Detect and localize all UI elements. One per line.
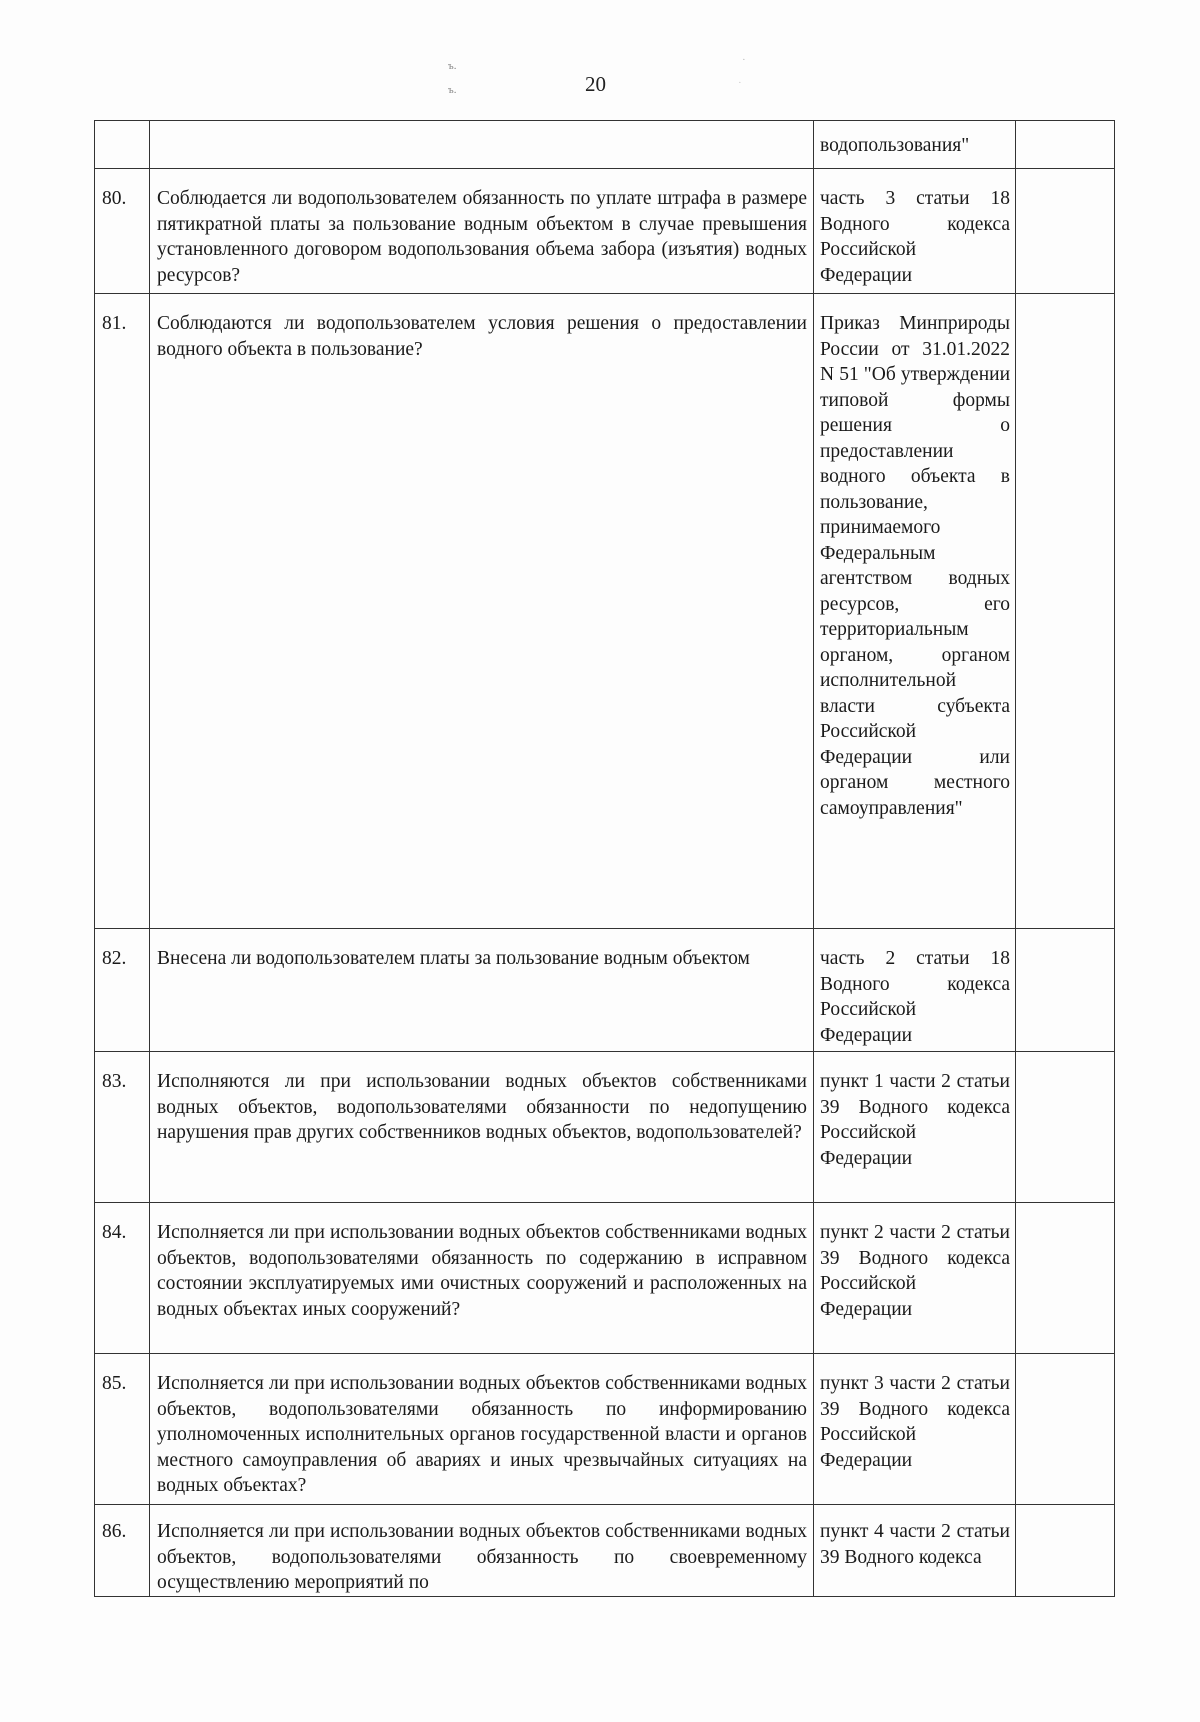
table-row bbox=[95, 929, 1115, 1052]
note-cell bbox=[1016, 1354, 1115, 1505]
scan-artifact: · bbox=[738, 77, 742, 89]
question-cell bbox=[150, 121, 814, 169]
reference-cell: пункт 2 части 2 статьи 39 Водного кодекса Российской Федерации bbox=[814, 1203, 1016, 1354]
note-cell bbox=[1016, 1203, 1115, 1354]
scan-artifact: ъ. bbox=[448, 60, 457, 72]
row-number-cell: 85. bbox=[95, 1354, 150, 1505]
question-cell: Исполняется ли при использовании водных объектов собственниками водных объектов, водопользователями обязанность по содержанию в исправном состоянии эксплуатируемых ими очистных сооружений и расположенных на водных объектах иных сооружений? bbox=[150, 1203, 814, 1354]
row-number-cell: 80. bbox=[95, 169, 150, 294]
note-cell bbox=[1016, 929, 1115, 1052]
table-row bbox=[95, 1505, 1115, 1597]
row-number-cell: 83. bbox=[95, 1052, 150, 1203]
reference-cell: пункт 1 части 2 статьи 39 Водного кодекса Российской Федерации bbox=[814, 1052, 1016, 1203]
table-row bbox=[95, 1203, 1115, 1354]
row-number-cell bbox=[95, 121, 150, 169]
row-number-cell: 81. bbox=[95, 294, 150, 929]
row-number-cell: 84. bbox=[95, 1203, 150, 1354]
table-row bbox=[95, 294, 1115, 929]
checklist-table bbox=[94, 120, 1115, 1597]
reference-cell: пункт 3 части 2 статьи 39 Водного кодекса Российской Федерации bbox=[814, 1354, 1016, 1505]
note-cell bbox=[1016, 1505, 1115, 1597]
note-cell bbox=[1016, 294, 1115, 929]
reference-cell: Приказ Минприроды России от 31.01.2022 N 51 "Об утверждении типовой формы решения о предоставлении водного объекта в пользование, принимаемого Федеральным агентством водных ресурсов, его территориальным органом, органом исполнительной власти субъекта Российской Федерации или органом местного самоуправления" bbox=[814, 294, 1016, 929]
question-cell: Исполняется ли при использовании водных объектов собственниками водных объектов, водопользователями обязанность по своевременному осуществлению мероприятий по bbox=[150, 1505, 814, 1597]
note-cell bbox=[1016, 169, 1115, 294]
question-cell: Внесена ли водопользователем платы за пользование водным объектом bbox=[150, 929, 814, 1052]
note-cell bbox=[1016, 121, 1115, 169]
table-row bbox=[95, 1354, 1115, 1505]
question-cell: Соблюдаются ли водопользователем условия решения о предоставлении водного объекта в пользование? bbox=[150, 294, 814, 929]
question-cell: Исполняется ли при использовании водных объектов собственниками водных объектов, водопользователями обязанность по информированию уполномоченных исполнительных органов государственной власти и органов местного самоуправления об авариях и иных чрезвычайных ситуациях на водных объектах? bbox=[150, 1354, 814, 1505]
table-row-continuation bbox=[95, 121, 1115, 169]
scan-artifact: · bbox=[742, 54, 746, 66]
row-number-cell: 86. bbox=[95, 1505, 150, 1597]
reference-cell: водопользования" bbox=[814, 121, 1016, 169]
page-number: 20 bbox=[585, 72, 606, 96]
table-row bbox=[95, 1052, 1115, 1203]
table-row bbox=[95, 169, 1115, 294]
scan-artifact: ъ. bbox=[448, 84, 457, 96]
question-cell: Исполняются ли при использовании водных объектов собственниками водных объектов, водопользователями обязанности по недопущению нарушения прав других собственников водных объектов, водопользователей? bbox=[150, 1052, 814, 1203]
row-number-cell: 82. bbox=[95, 929, 150, 1052]
reference-cell: часть 2 статьи 18 Водного кодекса Российской Федерации bbox=[814, 929, 1016, 1052]
reference-cell: пункт 4 части 2 статьи 39 Водного кодекса bbox=[814, 1505, 1016, 1597]
note-cell bbox=[1016, 1052, 1115, 1203]
reference-cell: часть 3 статьи 18 Водного кодекса Российской Федерации bbox=[814, 169, 1016, 294]
question-cell: Соблюдается ли водопользователем обязанность по уплате штрафа в размере пятикратной платы за пользование водным объектом в случае превышения установленного договором водопользования объема забора (изъятия) водных ресурсов? bbox=[150, 169, 814, 294]
